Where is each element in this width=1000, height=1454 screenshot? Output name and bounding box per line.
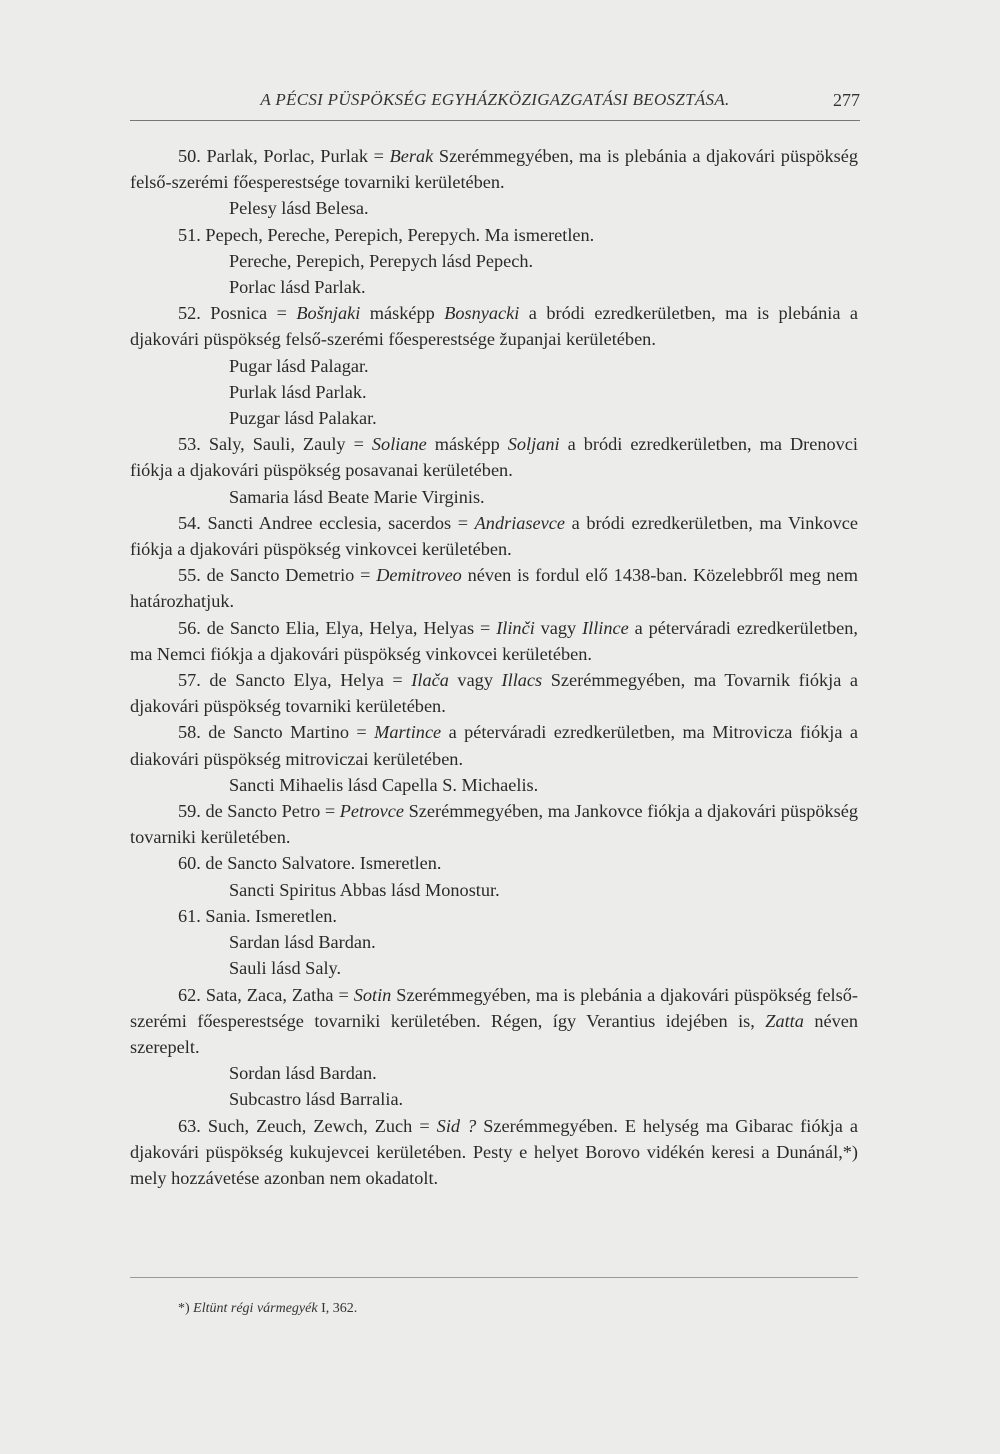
cross-reference — [130, 353, 858, 379]
cross-reference — [130, 929, 858, 955]
entry-text: Szerémmegyében. E helység ma Gibarac fiókja a djakovári püspökség kukujevcei kerületében. Pesty e helyet Borovo vidékén keresi a Dunánál,*) mely hozzávetése azonban nem okadatolt. — [130, 1115, 858, 1188]
place-name-italic: Illacs — [501, 670, 543, 691]
page-number: 277 — [833, 90, 860, 110]
cross-reference — [130, 405, 858, 431]
entry-text: 60. de Sancto Salvatore. Ismeretlen. — [178, 853, 442, 874]
entry-text: Sardan lásd Bardan. — [229, 932, 376, 953]
entry-text: Puzgar lásd Palakar. — [229, 408, 377, 429]
footnote-rule — [130, 1277, 858, 1278]
footnote — [178, 1301, 357, 1317]
gazetteer-entry — [130, 850, 858, 876]
body-text — [130, 143, 858, 1191]
entry-text: a péterváradi ezredkerületben, ma Mitrovicza fiókja a diakovári püspökség mitroviczai kerületében. — [130, 722, 858, 769]
entry-text: néven szerepelt. — [130, 1010, 858, 1057]
place-name-italic: Berak — [389, 146, 434, 166]
entry-text: a bródi ezredkerületben, ma is plebánia a djakovári püspökség felső-szerémi főesperestsége županjai kerületében. — [130, 303, 858, 350]
entry-text: 53. Saly, Sauli, Zauly = — [178, 434, 372, 455]
entry-text: Szerémmegyében, ma is plebánia a djakovári püspökség felső-szerémi főesperestsége tovarniki kerületében. — [130, 146, 858, 193]
entry-text: a bródi ezredkerületben, ma Drenovci fiókja a djakovári püspökség posavanai kerületében. — [130, 434, 858, 481]
cross-reference — [130, 195, 858, 221]
cross-reference — [130, 248, 858, 274]
entry-text: Szerémmegyében, ma Tovarnik fiókja a djakovári püspökség tovarniki kerületében. — [130, 670, 858, 717]
gazetteer-entry — [130, 300, 858, 352]
entry-text: 51. Pepech, Pereche, Perepich, Perepych. Ma ismeretlen. — [178, 224, 595, 245]
entry-text: Sordan lásd Bardan. — [229, 1063, 377, 1084]
entry-text: 52. Posnica = — [178, 303, 297, 324]
cross-reference — [130, 877, 858, 903]
entry-text: másképp — [360, 303, 445, 324]
place-name-italic: Martince — [374, 722, 442, 743]
cross-reference — [130, 955, 858, 981]
entry-text: néven is fordul elő 1438-ban. Közelebbről meg nem határozhatjuk. — [130, 565, 858, 612]
place-name-italic: Andriasevce — [474, 512, 565, 533]
entry-text: 58. de Sancto Martino = — [178, 722, 375, 743]
gazetteer-entry — [130, 903, 858, 929]
cross-reference — [130, 274, 858, 300]
entry-text: Sauli lásd Saly. — [229, 958, 342, 979]
cross-reference — [130, 1086, 858, 1112]
entry-text: Samaria lásd Beate Marie Virginis. — [229, 486, 485, 507]
cross-reference — [130, 1060, 858, 1086]
place-name-italic: Bosnyacki — [444, 303, 520, 324]
place-name-italic: Sid ? — [436, 1115, 477, 1136]
gazetteer-entry — [130, 982, 858, 1061]
entry-text: 57. de Sancto Elya, Helya = — [178, 670, 412, 691]
footnote-ref: I, 362. — [317, 1301, 358, 1316]
gazetteer-entry — [130, 667, 858, 719]
place-name-italic: Illince — [582, 617, 629, 638]
place-name-italic: Soljani — [507, 434, 560, 455]
entry-text: 61. Sania. Ismeretlen. — [178, 905, 337, 926]
entry-text: Pereche, Perepich, Perepych lásd Pepech. — [229, 250, 534, 271]
footnote-source: Eltünt régi vármegyék — [193, 1301, 318, 1316]
place-name-italic: Zatta — [765, 1010, 804, 1031]
entry-text: Szerémmegyében, ma Jankovce fiókja a djakovári püspökség tovarniki kerületében. — [130, 801, 858, 848]
entry-text: 62. Sata, Zaca, Zatha = — [178, 984, 354, 1005]
cross-reference — [130, 379, 858, 405]
place-name-italic: Ilača — [411, 670, 449, 691]
running-title: A PÉCSI PÜSPÖKSÉG EGYHÁZKÖZIGAZGATÁSI BEOSZTÁSA. — [260, 90, 730, 109]
cross-reference — [130, 772, 858, 798]
entry-text: vagy — [448, 670, 502, 691]
cross-reference — [130, 484, 858, 510]
running-header — [130, 88, 860, 118]
entry-text: 50. Parlak, Porlac, Purlak = — [178, 146, 390, 166]
place-name-italic: Bošnjaki — [296, 303, 361, 324]
entry-text: Porlac lásd Parlak. — [229, 277, 366, 298]
entry-text: Subcastro lásd Barralia. — [229, 1089, 404, 1110]
place-name-italic: Petrovce — [339, 801, 404, 822]
gazetteer-entry — [130, 431, 858, 483]
entry-text: Purlak lásd Parlak. — [229, 381, 367, 402]
entry-text: 54. Sancti Andree ecclesia, sacerdos = — [178, 512, 475, 533]
entry-text: 56. de Sancto Elia, Elya, Helya, Helyas = — [178, 617, 497, 638]
entry-text: Pelesy lásd Belesa. — [229, 198, 369, 219]
entry-text: másképp — [426, 434, 508, 455]
gazetteer-entry — [130, 615, 858, 667]
header-rule — [130, 120, 860, 121]
footnote-marker: *) — [178, 1301, 194, 1316]
place-name-italic: Ilinči — [496, 617, 535, 638]
gazetteer-entry — [130, 719, 858, 771]
entry-text: 63. Such, Zeuch, Zewch, Zuch = — [178, 1115, 437, 1136]
gazetteer-entry — [130, 222, 858, 248]
entry-text: Sancti Mihaelis lásd Capella S. Michaelis. — [229, 774, 539, 795]
entry-text: 55. de Sancto Demetrio = — [178, 565, 377, 586]
entry-text: a bródi ezredkerületben, ma Vinkovce fiókja a djakovári püspökség vinkovcei kerületében. — [130, 512, 859, 560]
gazetteer-entry — [130, 562, 858, 614]
gazetteer-entry — [130, 510, 858, 562]
entry-text: Sancti Spiritus Abbas lásd Monostur. — [229, 879, 500, 900]
entry-text: Szerémmegyében, ma is plebánia a djakovári püspökség felső-szerémi főesperestsége tovarniki kerületében. Régen, így Verantius idejében is, — [130, 984, 858, 1031]
place-name-italic: Sotin — [353, 984, 392, 1005]
entry-text: 59. de Sancto Petro = — [178, 801, 340, 822]
place-name-italic: Demitroveo — [376, 565, 462, 586]
place-name-italic: Soliane — [371, 434, 427, 455]
entry-text: a péterváradi ezredkerületben, ma Nemci fiókja a djakovári püspökség vinkovcei kerületében. — [130, 617, 858, 664]
entry-text: Pugar lásd Palagar. — [229, 355, 369, 376]
entry-text: vagy — [534, 617, 583, 638]
gazetteer-entry — [130, 798, 858, 850]
gazetteer-entry — [130, 1113, 858, 1192]
gazetteer-entry — [130, 143, 858, 195]
